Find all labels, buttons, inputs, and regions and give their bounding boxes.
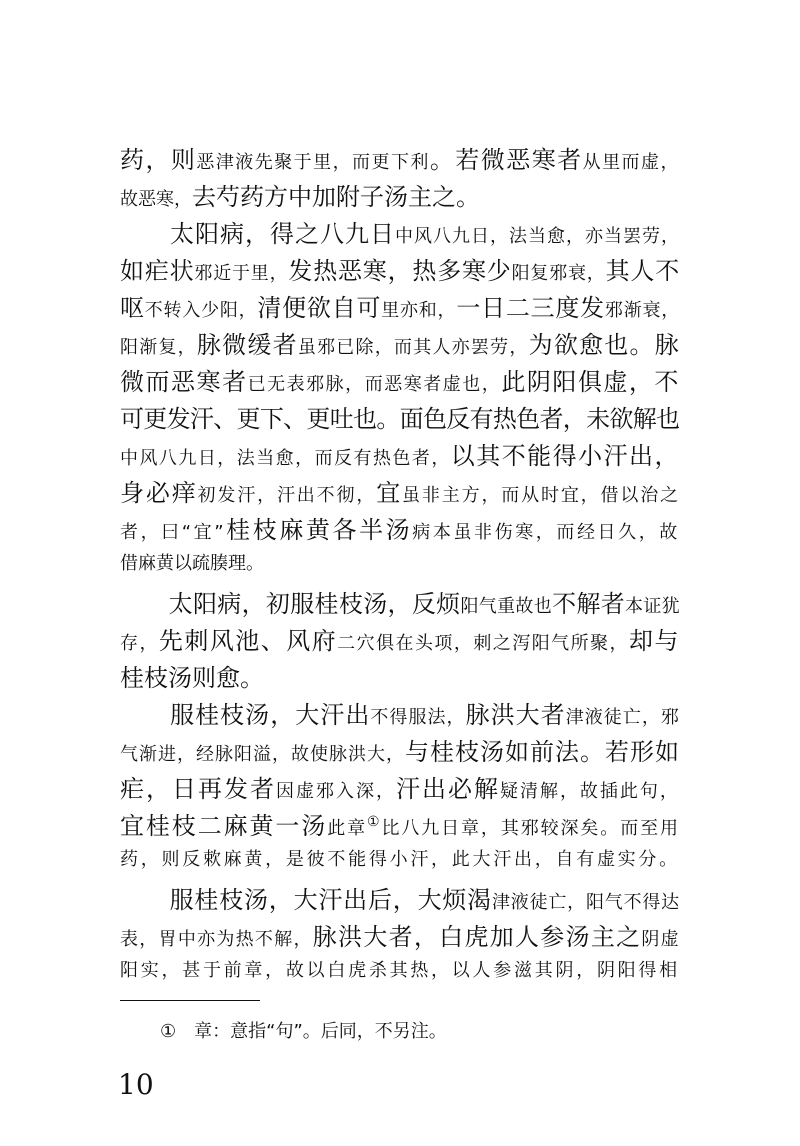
annotation-text: 阳复邪衰， xyxy=(511,263,606,284)
text-line xyxy=(120,518,680,542)
main-text: 却与 xyxy=(629,627,680,655)
text-line xyxy=(120,296,680,320)
text-line xyxy=(120,222,680,246)
text-line xyxy=(120,592,680,616)
annotation-text: 疑清解，故插此句， xyxy=(499,781,680,802)
annotation-text: 初发汗，汗出不彻， xyxy=(197,485,377,506)
annotation-text: 因虚邪入深， xyxy=(275,781,396,802)
text-line xyxy=(120,148,680,172)
annotation-text: 阳气重故也 xyxy=(460,596,553,617)
main-text: 服桂枝汤，大汗出 xyxy=(120,701,371,729)
annotation-text: 故恶寒， xyxy=(120,189,192,210)
annotation-text: 恶津液先聚于里，而更下利 xyxy=(196,152,430,173)
annotation-text: 津液徒亡，阳气不得达 xyxy=(491,892,680,913)
annotation-text: 本证犹 xyxy=(625,596,681,617)
text-line xyxy=(120,925,680,949)
text-line xyxy=(120,555,264,573)
annotation-text: 中风八九日，法当愈，亦当罢劳， xyxy=(394,226,680,247)
annotation-text: 阴虚 xyxy=(641,929,680,950)
text-line xyxy=(120,444,680,468)
annotation-text: 虽非主方，而从时宜，借以治之 xyxy=(402,485,680,506)
main-text: 药，则 xyxy=(120,146,197,174)
text-line xyxy=(120,888,680,912)
main-text: 脉洪大者，白虎加人参汤主之 xyxy=(312,923,642,951)
annotation-text: 邪渐衰， xyxy=(604,300,680,321)
annotation-text: 药，则反欶麻黄，是彼不能得小汗，此大汗出，自有虚实分。 xyxy=(120,849,680,870)
text-line xyxy=(120,777,680,801)
main-text: 桂枝麻黄各半汤 xyxy=(226,516,413,544)
annotation-text: 不转入少阳， xyxy=(144,300,258,321)
main-text: 微而恶寒者 xyxy=(120,368,248,396)
main-text: 太阳病，得之八九日 xyxy=(120,220,395,248)
annotation-text: 表，胃中亦为热不解， xyxy=(120,929,313,950)
main-text: 可更发汗、更下、更吐也。面色反有热色者，未欲解也 xyxy=(120,405,680,433)
main-text: 脉洪大者 xyxy=(465,701,566,729)
text-line xyxy=(120,185,480,209)
annotation-text: 阳渐复， xyxy=(120,337,197,358)
annotation-text: 者，曰“宜” xyxy=(120,522,227,543)
annotation-text: 阳实，甚于前章，故以白虎杀其热，以人参滋其阴，阴阳得相 xyxy=(120,960,680,981)
main-text: 以其不能得小汗出， xyxy=(450,442,680,470)
page-number: 10 xyxy=(118,1068,154,1101)
main-text: 如疟状 xyxy=(120,257,195,285)
annotation-text: 此章 xyxy=(327,818,367,839)
main-text: 先刺风池、风府 xyxy=(158,627,338,655)
main-text: 疟，日再发者 xyxy=(120,775,276,803)
footnote: ① 章：意指“句”。后同，不另注。 xyxy=(160,1021,447,1042)
main-text: 不解者 xyxy=(552,590,626,618)
text-line xyxy=(120,740,680,764)
annotation-text: 不得服法， xyxy=(370,707,466,728)
main-text: 服桂枝汤，大汗出后，大烦渴 xyxy=(120,886,492,914)
text-line xyxy=(120,370,680,394)
main-text: 与桂枝汤如前法。若形如 xyxy=(404,738,680,766)
main-text: 脉微缓者 xyxy=(196,331,298,359)
main-text: 一日二三度发 xyxy=(456,294,605,322)
annotation-text: 已无表邪脉，而恶寒者虚也， xyxy=(247,374,502,395)
text-line xyxy=(120,851,680,869)
main-text: 呕 xyxy=(120,294,145,322)
annotation-text: 从里而虚， xyxy=(582,152,680,173)
text-line xyxy=(120,703,680,727)
annotation-text: 气渐进，经脉阳溢，故使脉洪大， xyxy=(120,744,405,765)
text-line xyxy=(120,629,680,653)
main-text: 发热恶寒，热多寒少 xyxy=(288,257,512,285)
main-text: 此阴阳俱虚，不 xyxy=(501,368,680,396)
main-text: 其人不 xyxy=(605,257,680,285)
main-text: 汗出必解 xyxy=(395,775,500,803)
text-line xyxy=(120,259,680,283)
text-line xyxy=(120,333,680,357)
annotation-text: 津液徒亡，邪 xyxy=(565,707,680,728)
main-text: 桂枝汤则愈。 xyxy=(120,664,264,692)
main-text: 宜桂枝二麻黄一汤 xyxy=(120,812,328,840)
annotation-text: 里亦和， xyxy=(381,300,457,321)
annotation-text: 比八九日章，其邪较深矣。而至用 xyxy=(381,818,680,839)
annotation-text: 虽邪已除，而其人亦罢劳， xyxy=(297,337,529,358)
annotation-text: 病本虽非伤寒，而经日久，故 xyxy=(412,522,680,543)
text-line xyxy=(120,407,679,431)
annotation-text: 二穴俱在头项，刺之泻阳气所聚， xyxy=(337,633,630,654)
main-text: 身必痒 xyxy=(120,479,198,507)
annotation-text: 中风八九日，法当愈，而反有热色者， xyxy=(120,448,451,469)
annotation-text: 邪近于里， xyxy=(194,263,289,284)
main-text: 去芍药方中加附子汤主之。 xyxy=(192,183,480,211)
footnote-marker: ① xyxy=(366,814,382,830)
main-text: 宜 xyxy=(376,479,403,507)
main-text: 。若微恶寒者 xyxy=(429,146,583,174)
annotation-text: 存， xyxy=(120,633,159,654)
text-line xyxy=(120,814,680,838)
main-text: 清便欲自可 xyxy=(257,294,382,322)
text-line xyxy=(120,666,264,690)
text-line xyxy=(120,481,680,505)
main-text: 为欲愈也。脉 xyxy=(528,331,680,359)
footnote-rule xyxy=(120,1000,260,1001)
main-text: 太阳病，初服桂枝汤，反烦 xyxy=(120,590,461,618)
text-line xyxy=(120,962,680,980)
annotation-text: 借麻黄以疏腠理。 xyxy=(120,553,264,574)
